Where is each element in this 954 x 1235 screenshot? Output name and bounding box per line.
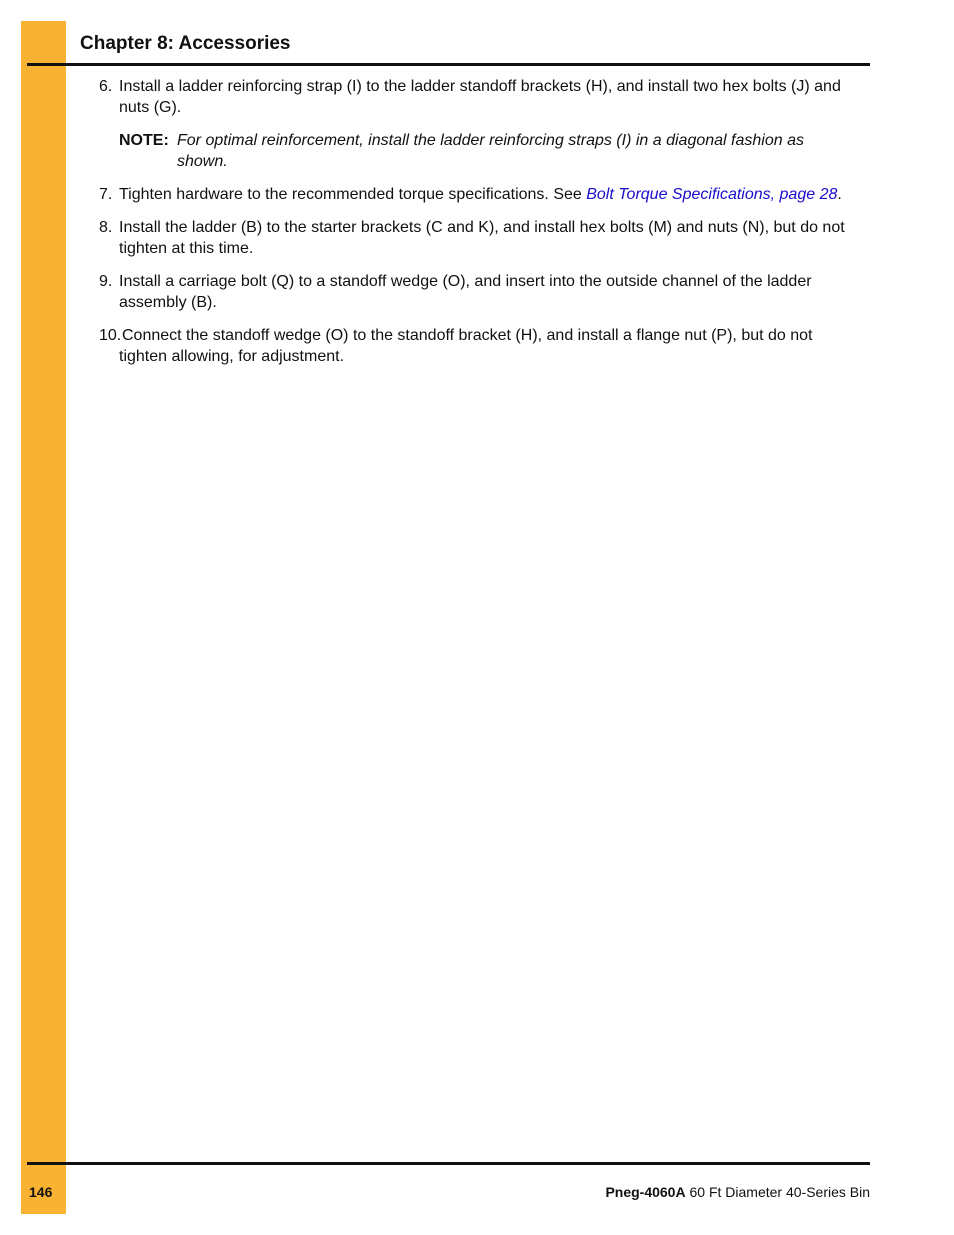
chapter-title: Chapter 8: Accessories <box>80 33 291 54</box>
step-text-body: Connect the standoff wedge (O) to the standoff bracket (H), and install a flange nut (P), but do not tighten allowing, for adjustment. <box>119 327 813 365</box>
header-rule <box>27 63 870 66</box>
step-number: 10. <box>99 327 122 344</box>
note <box>119 130 856 172</box>
bolt-torque-specifications-link[interactable]: Bolt Torque Specifications, page 28 <box>586 186 838 203</box>
step-number: 7. <box>99 186 113 203</box>
step-9 <box>0 271 954 313</box>
note-label: NOTE: <box>119 132 169 149</box>
step-number: 8. <box>99 219 113 236</box>
step-text-before-link: Tighten hardware to the recommended torque specifications. See <box>119 186 587 203</box>
step-text <box>119 325 856 367</box>
note-text: For optimal reinforcement, install the ladder reinforcing straps (I) in a diagonal fashion as shown. <box>177 132 804 170</box>
step-6 <box>0 76 954 118</box>
page-number: 146 <box>29 1184 53 1200</box>
step-text: Install the ladder (B) to the starter brackets (C and K), and install hex bolts (M) and nuts (N), but do not tighten at this time. <box>119 219 845 257</box>
step-text-after-link: . <box>837 186 842 203</box>
step-8 <box>0 217 954 259</box>
step-number: 6. <box>99 78 113 95</box>
document-code: Pneg-4060A <box>605 1184 686 1200</box>
step-7 <box>0 184 954 205</box>
document-title: 60 Ft Diameter 40-Series Bin <box>685 1184 870 1200</box>
step-text: Install a ladder reinforcing strap (I) to the ladder standoff brackets (H), and install two hex bolts (J) and nuts (G). <box>119 78 841 116</box>
step-10 <box>0 325 954 367</box>
step-number: 9. <box>99 273 113 290</box>
step-text <box>119 184 856 205</box>
document-footer <box>605 1183 870 1201</box>
step-text: Install a carriage bolt (Q) to a standoff wedge (O), and insert into the outside channel of the ladder assembly (B). <box>119 273 812 311</box>
footer-rule <box>27 1162 870 1165</box>
instruction-steps <box>0 76 954 379</box>
